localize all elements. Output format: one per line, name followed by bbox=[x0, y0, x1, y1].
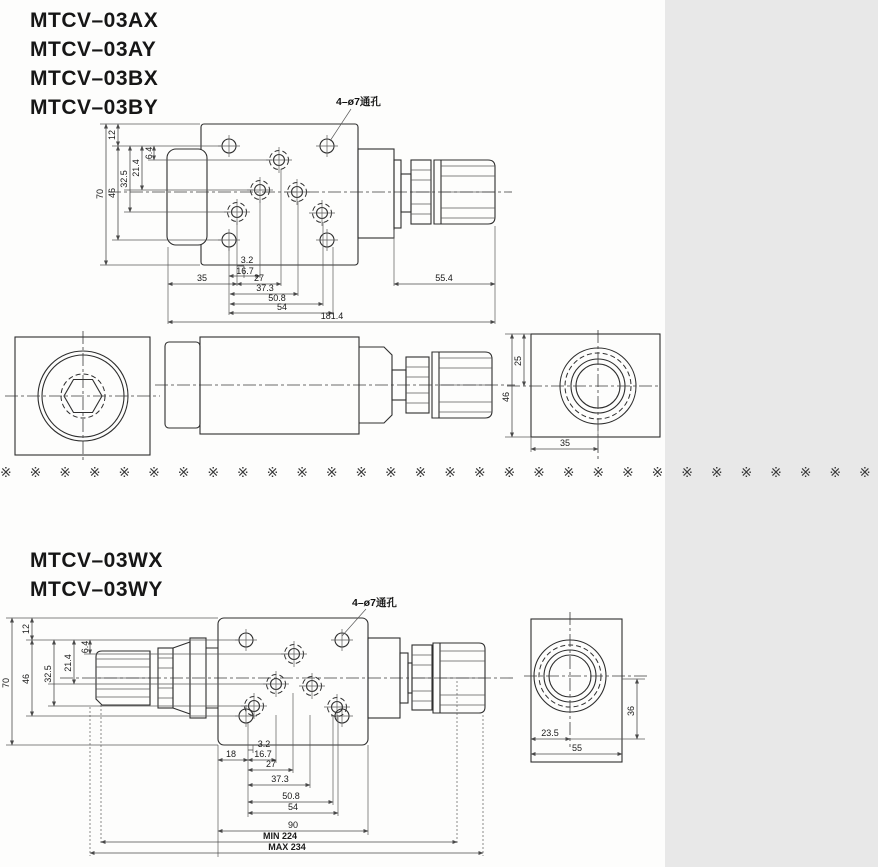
dim-label: 54 bbox=[287, 802, 299, 812]
right-end-view bbox=[524, 612, 650, 762]
dim-label: 36 bbox=[626, 705, 636, 717]
dim-label: 50.8 bbox=[282, 791, 300, 801]
valve-body-left bbox=[167, 149, 207, 245]
model-title: MTCV–03WX bbox=[30, 549, 163, 572]
model-title: MTCV–03AX bbox=[30, 9, 159, 32]
body-step bbox=[394, 160, 401, 228]
left-end-view bbox=[5, 331, 160, 461]
dim-label: 23.5 bbox=[541, 728, 559, 738]
dim-label: 32.5 bbox=[119, 170, 129, 188]
dim-label: 55 bbox=[571, 743, 583, 753]
dim-label: 37.3 bbox=[256, 283, 274, 293]
dim-label: 46 bbox=[501, 391, 511, 403]
dim-label: 3.2 bbox=[257, 739, 271, 749]
dim-label: 25 bbox=[513, 355, 523, 367]
dim-label: 6.4 bbox=[144, 146, 154, 160]
dim-label: 21.4 bbox=[131, 159, 141, 177]
dim-label: 46 bbox=[21, 673, 31, 685]
dim-label: 12 bbox=[21, 623, 31, 635]
orthographic-views bbox=[0, 325, 665, 465]
dim-label: 32.5 bbox=[43, 665, 53, 683]
hole-note: 4–ø7通孔 bbox=[336, 96, 381, 108]
dim-label: 35 bbox=[196, 273, 208, 283]
dim-label: 27 bbox=[265, 759, 277, 769]
dim-label: 3.2 bbox=[240, 255, 254, 265]
bottom-dimension-chain bbox=[90, 681, 483, 857]
dim-label: 46 bbox=[107, 187, 117, 199]
dim-label: 12 bbox=[107, 129, 117, 141]
model-title: MTCV–03BY bbox=[30, 96, 159, 119]
front-view bbox=[155, 337, 515, 434]
dim-label: 54 bbox=[276, 302, 288, 312]
dim-label: 18 bbox=[225, 749, 237, 759]
bottom-assembly-drawing bbox=[0, 595, 665, 867]
bolt-holes bbox=[218, 135, 338, 251]
right-end-view bbox=[501, 330, 660, 460]
dim-label: 55.4 bbox=[435, 273, 453, 283]
port-holes bbox=[241, 641, 350, 720]
leader-line bbox=[330, 109, 351, 141]
hole-note: 4–ø7通孔 bbox=[352, 597, 397, 609]
model-title: MTCV–03WY bbox=[30, 578, 163, 601]
port-holes bbox=[224, 147, 335, 226]
dim-label: 16.7 bbox=[236, 266, 254, 276]
stem bbox=[401, 174, 411, 212]
dim-label: MAX 234 bbox=[268, 842, 306, 852]
dim-label: 21.4 bbox=[63, 654, 73, 672]
dim-label: 90 bbox=[287, 820, 299, 830]
dim-label: 50.8 bbox=[268, 293, 286, 303]
dim-label: 6.4 bbox=[80, 640, 90, 654]
dim-label: 16.7 bbox=[254, 749, 272, 759]
leader-line bbox=[342, 609, 366, 636]
dim-label: 35 bbox=[559, 438, 571, 448]
dim-label: 70 bbox=[95, 188, 105, 200]
left-dimension-chain bbox=[1, 618, 288, 745]
top-plan-view-drawing bbox=[0, 90, 665, 330]
dim-label: 27 bbox=[253, 273, 265, 283]
dim-label: 70 bbox=[1, 677, 11, 689]
dim-label: MIN 224 bbox=[262, 831, 298, 841]
dim-label: 37.3 bbox=[271, 774, 289, 784]
model-title: MTCV–03BX bbox=[30, 67, 159, 90]
model-title: MTCV–03AY bbox=[30, 38, 157, 61]
dim-label: 181.4 bbox=[320, 311, 344, 321]
valve-body-right bbox=[358, 149, 394, 238]
separator-marks: ※ ※ ※ ※ ※ ※ ※ ※ ※ ※ ※ ※ ※ ※ ※ ※ ※ ※ ※ ※ ※ ※ ※ ※ ※ ※ ※ ※ ※ ※ bbox=[0, 464, 878, 480]
